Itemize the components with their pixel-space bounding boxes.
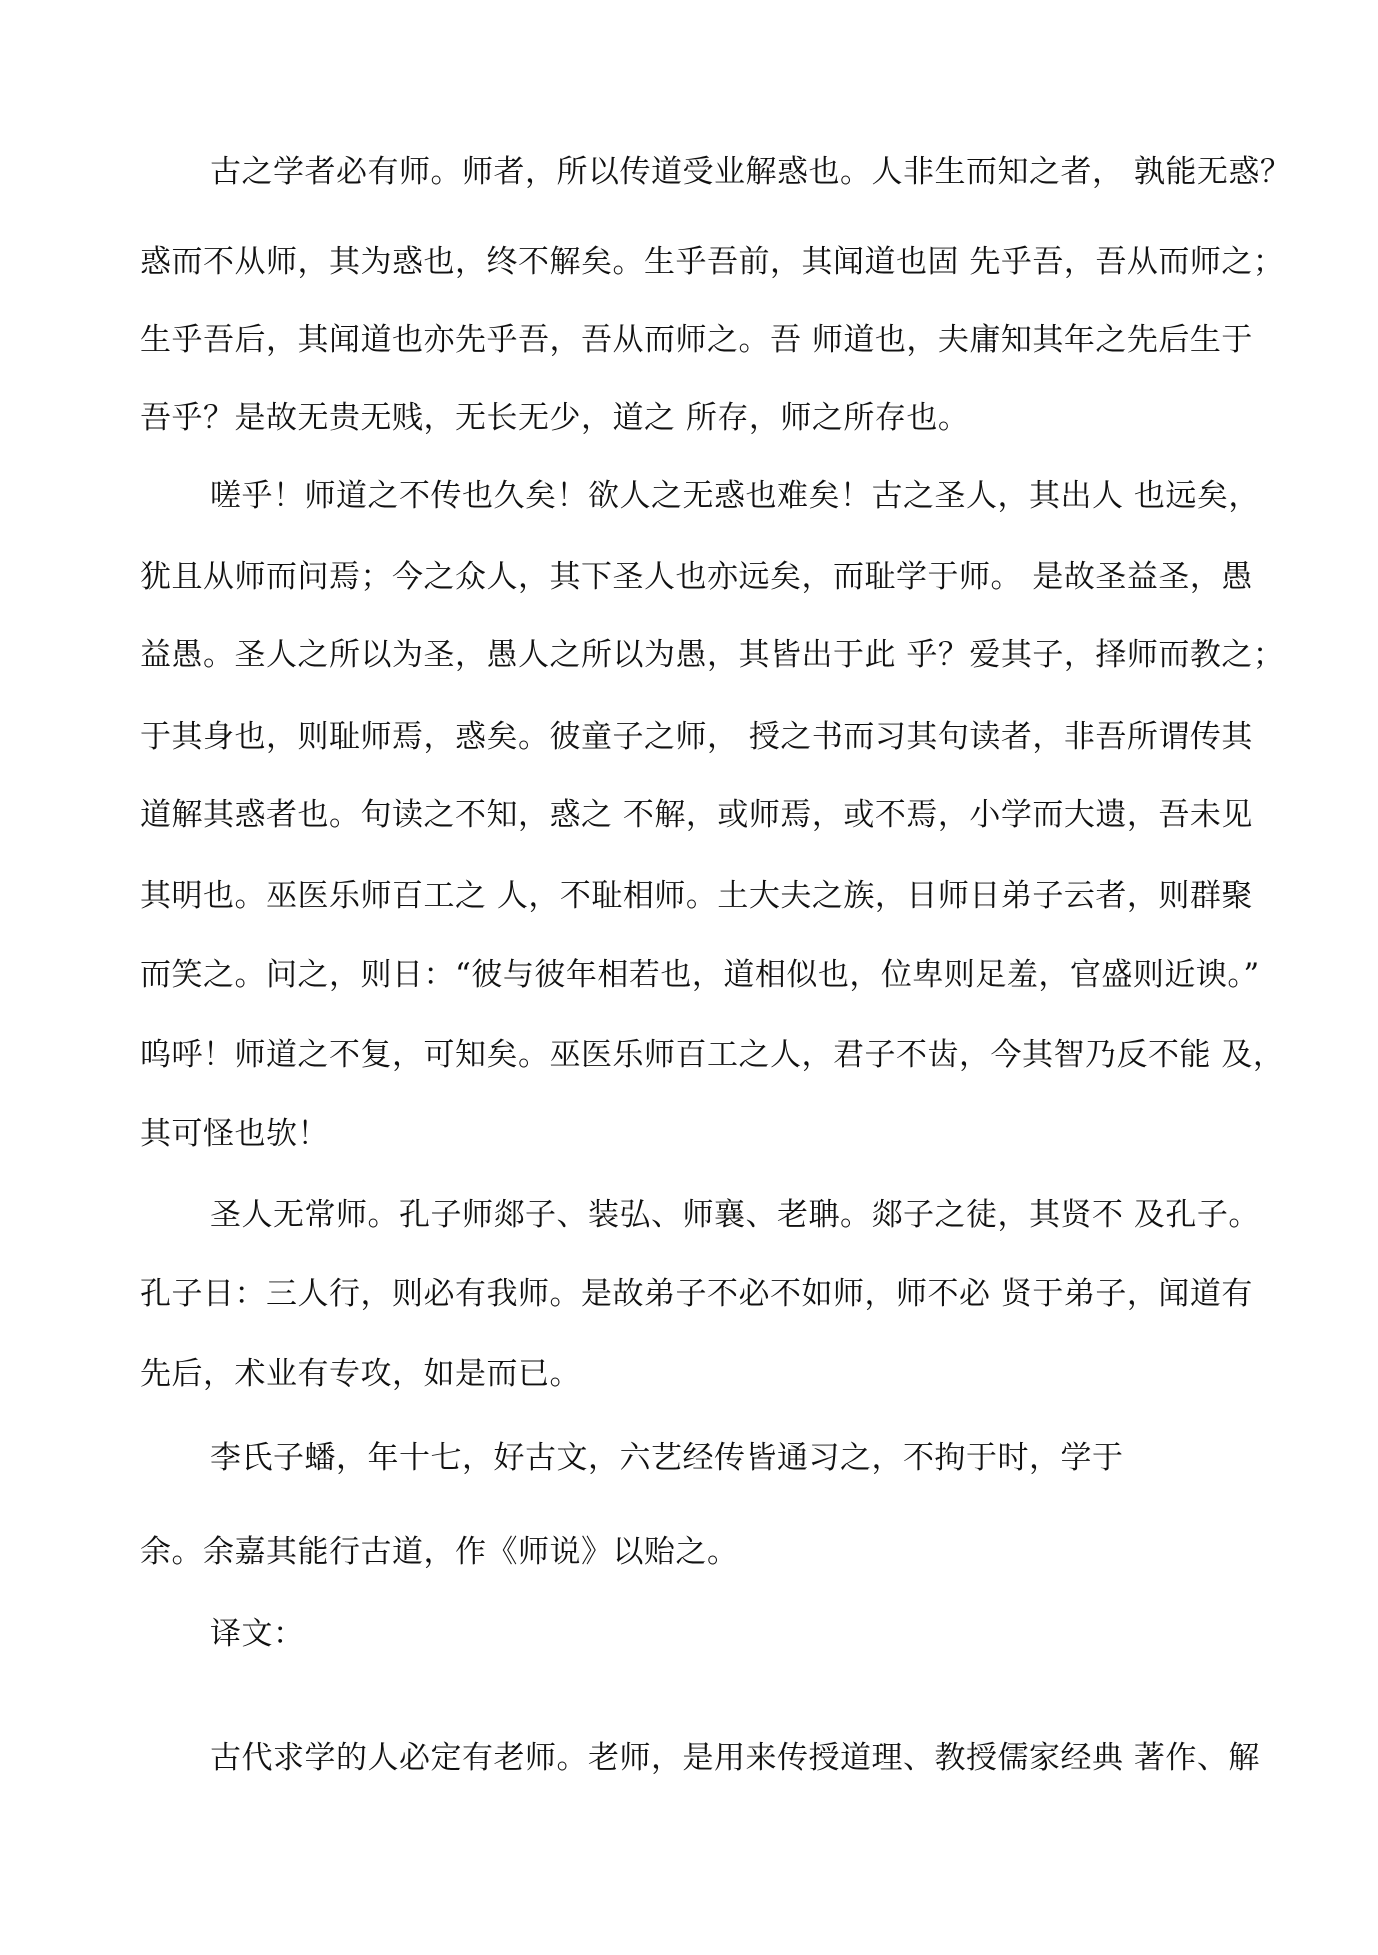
text-line-14: 圣人无常师。孔子师郯子、装弘、师襄、老聃。郯子之徒，其贤不 及孔子。 <box>210 1197 1260 1233</box>
text-line-9: 道解其惑者也。句读之不知，惑之 不解，或师焉，或不焉，小学而大遗，吾未见 <box>140 797 1253 833</box>
text-line-3: 生乎吾后，其闻道也亦先乎吾，吾从而师之。吾 师道也，夫庸知其年之先后生于 <box>140 322 1253 358</box>
text-line-15: 孔子日：三人行，则必有我师。是故弟子不必不如师，师不必 贤于弟子，闻道有 <box>140 1276 1253 1312</box>
text-line-4: 吾乎？是故无贵无贱，无长无少，道之 所存，师之所存也。 <box>140 400 970 436</box>
text-line-18: 余。余嘉其能行古道，作《师说》以贻之。 <box>140 1534 739 1570</box>
text-line-7: 益愚。圣人之所以为圣，愚人之所以为愚，其皆出于此 乎？爱其子，择师而教之； <box>140 637 1285 673</box>
text-line-1: 古之学者必有师。师者，所以传道受业解惑也。人非生而知之者， 孰能无惑？ <box>210 154 1292 190</box>
text-line-10: 其明也。巫医乐师百工之 人，不耻相师。土大夫之族，日师日弟子云者，则群聚 <box>140 878 1253 914</box>
text-line-8: 于其身也，则耻师焉，惑矣。彼童子之师， 授之书而习其句读者，非吾所谓传其 <box>140 719 1253 755</box>
text-line-6: 犹且从师而问焉；今之众人，其下圣人也亦远矣，而耻学于师。 是故圣益圣，愚 <box>140 559 1253 595</box>
text-line-17: 李氏子蟠，年十七，好古文，六艺经传皆通习之，不拘于时，学于 <box>210 1440 1124 1476</box>
translation-heading: 译文： <box>210 1616 305 1652</box>
text-line-2: 惑而不从师，其为惑也，终不解矣。生乎吾前，其闻道也固 先乎吾，吾从而师之； <box>140 244 1285 280</box>
text-line-16: 先后，术业有专攻，如是而已。 <box>140 1356 581 1392</box>
text-line-13: 其可怪也欤！ <box>140 1116 329 1152</box>
text-line-11: 而笑之。问之，则日：“彼与彼年相若也，道相似也，位卑则足羞，官盛则近谀。” <box>140 957 1260 993</box>
text-line-5: 嗟乎！师道之不传也久矣！欲人之无惑也难矣！古之圣人，其出人 也远矣， <box>210 478 1260 514</box>
translation-line-1: 古代求学的人必定有老师。老师，是用来传授道理、教授儒家经典 著作、解 <box>210 1740 1260 1776</box>
text-line-12: 呜呼！师道之不复，可知矣。巫医乐师百工之人，君子不齿，今其智乃反不能 及， <box>140 1037 1285 1073</box>
